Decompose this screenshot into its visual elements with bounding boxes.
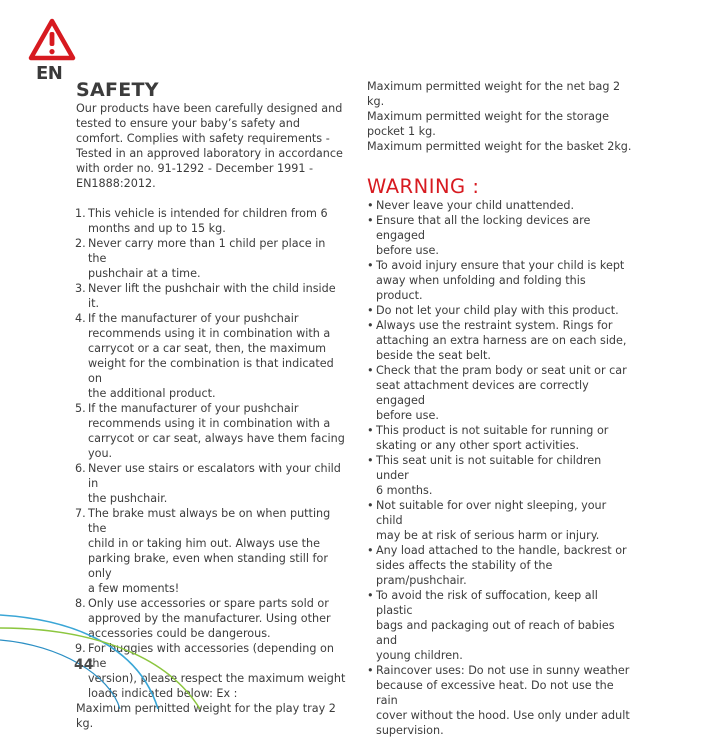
- list-marker: 5.: [75, 402, 86, 415]
- list-item-line: bags and packaging out of reach of babies and: [376, 619, 615, 647]
- list-marker: •: [367, 544, 374, 557]
- list-marker: 6.: [75, 462, 86, 475]
- safety-heading: SAFETY: [76, 79, 159, 101]
- weights-right: [367, 79, 635, 154]
- list-item-line: For buggies with accessories (depending on the: [88, 642, 334, 670]
- list-item-line: Always use the restraint system. Rings for: [376, 319, 613, 332]
- weight-line: Maximum permitted weight for the storage: [367, 110, 610, 123]
- list-item-line: Check that the pram body or seat unit or car: [376, 364, 627, 377]
- list-item-line: version), please respect the maximum weight: [88, 672, 346, 685]
- list-item-line: away when unfolding and folding this product.: [376, 274, 586, 302]
- list-marker: •: [367, 664, 374, 677]
- list-item: [76, 281, 346, 311]
- list-item: [367, 423, 635, 453]
- list-item-line: Never carry more than 1 child per place in the: [88, 237, 326, 265]
- list-marker: 7.: [75, 507, 86, 520]
- decorative-swooshes: [0, 600, 715, 709]
- list-item-line: cover without the hood. Use only under adult: [376, 709, 630, 722]
- list-item-line: This seat unit is not suitable for children under: [376, 454, 602, 482]
- weight-line: Maximum permitted weight for the basket 2kg.: [367, 140, 632, 153]
- list-item-line: before use.: [376, 409, 439, 422]
- list-marker: •: [367, 214, 374, 227]
- list-marker: 2.: [75, 237, 86, 250]
- list-marker: 4.: [75, 312, 86, 325]
- list-item: [76, 236, 346, 281]
- list-item-line: This product is not suitable for running or: [376, 424, 609, 437]
- list-item-line: attaching an extra harness are on each side,: [376, 334, 627, 347]
- list-marker: •: [367, 499, 374, 512]
- list-item-line: To avoid the risk of suffocation, keep all plastic: [376, 589, 598, 617]
- list-item-line: skating or any other sport activities.: [376, 439, 580, 452]
- list-item-line: recommends using it in combination with a: [88, 417, 331, 430]
- list-item: [76, 206, 346, 236]
- list-marker: •: [367, 199, 374, 212]
- list-marker: 9.: [75, 642, 86, 655]
- list-item-line: the pushchair.: [88, 492, 168, 505]
- weight-line: Maximum permitted weight for the play tray 2 kg.: [76, 702, 336, 730]
- list-item-line: Never use stairs or escalators with your child in: [88, 462, 341, 490]
- weight-line: Maximum permitted weight for the net bag 2 kg.: [367, 80, 621, 108]
- list-item-line: Not suitable for over night sleeping, your child: [376, 499, 607, 527]
- list-item-line: because of excessive heat. Do not use the rain: [376, 679, 614, 707]
- safety-intro: Our products have been carefully designed and tested to ensure your baby’s safety and comfort. Complies with safety requirements - Tested in an approved laboratory in accordance with order no. 91-1292 - December 1991 - EN1888:2012.: [76, 102, 343, 190]
- list-item-line: This vehicle is intended for children from 6: [88, 207, 328, 220]
- list-item-line: Only use accessories or spare parts sold or: [88, 597, 329, 610]
- list-marker: •: [367, 319, 374, 332]
- list-marker: 3.: [75, 282, 86, 295]
- list-marker: •: [367, 589, 374, 602]
- list-item-line: If the manufacturer of your pushchair: [88, 312, 299, 325]
- list-item-line: If the manufacturer of your pushchair: [88, 402, 299, 415]
- list-item: [367, 198, 635, 213]
- list-item-line: Ensure that all the locking devices are engaged: [376, 214, 591, 242]
- weight-line: pocket 1 kg.: [367, 125, 436, 138]
- list-item-line: loads indicated below: Ex :: [88, 687, 238, 700]
- list-item-line: months and up to 15 kg.: [88, 222, 226, 235]
- list-item: [367, 453, 635, 498]
- list-item: [367, 258, 635, 303]
- list-marker: •: [367, 304, 374, 317]
- list-item-line: 6 months.: [376, 484, 433, 497]
- list-marker: 8.: [75, 597, 86, 610]
- list-item-line: The brake must always be on when putting the: [88, 507, 331, 535]
- list-item-line: before use.: [376, 244, 439, 257]
- list-marker: 1.: [75, 207, 86, 220]
- list-item-line: may be at risk of serious harm or injury.: [376, 529, 600, 542]
- list-item-line: you.: [88, 447, 113, 460]
- list-marker: •: [367, 364, 374, 377]
- list-item-line: the additional product.: [88, 387, 216, 400]
- list-item-line: pushchair at a time.: [88, 267, 201, 280]
- list-item: [367, 498, 635, 543]
- list-item-line: a few moments!: [88, 582, 180, 595]
- list-item-line: beside the seat belt.: [376, 349, 491, 362]
- list-item-line: child in or taking him out. Always use the: [88, 537, 321, 550]
- list-item: [76, 461, 346, 506]
- list-item-line: To avoid injury ensure that your child is kept: [376, 259, 625, 272]
- list-item: [367, 543, 635, 588]
- list-marker: •: [367, 259, 374, 272]
- list-item-line: Never lift the pushchair with the child inside it.: [88, 282, 336, 310]
- list-item-line: sides affects the stability of the pram/pushchair.: [376, 559, 553, 587]
- list-item-line: supervision.: [376, 724, 444, 737]
- warning-triangle-icon: [28, 18, 76, 62]
- list-item-line: seat attachment devices are correctly engaged: [376, 379, 589, 407]
- list-item-line: weight for the combination is that indicated on: [88, 357, 334, 385]
- list-item-line: Do not let your child play with this product.: [376, 304, 619, 317]
- list-item: [367, 318, 635, 363]
- list-item-line: approved by the manufacturer. Using other: [88, 612, 331, 625]
- list-item: [367, 213, 635, 258]
- language-label: EN: [36, 63, 63, 84]
- list-item: [76, 506, 346, 596]
- list-item-line: accessories could be dangerous.: [88, 627, 271, 640]
- list-item-line: Any load attached to the handle, backrest or: [376, 544, 627, 557]
- list-item-line: parking brake, even when standing still for only: [88, 552, 328, 580]
- list-item-line: Never leave your child unattended.: [376, 199, 575, 212]
- list-item-line: carrycot or a car seat, then, the maximum: [88, 342, 327, 355]
- list-item: [367, 363, 635, 423]
- list-item: [76, 401, 346, 461]
- list-marker: •: [367, 454, 374, 467]
- list-item: [367, 303, 635, 318]
- list-item-line: young children.: [376, 649, 463, 662]
- list-item-line: recommends using it in combination with a: [88, 327, 331, 340]
- list-marker: •: [367, 424, 374, 437]
- page-number: 44: [74, 657, 94, 673]
- warning-heading: WARNING :: [367, 175, 480, 198]
- list-item-line: Raincover uses: Do not use in sunny weather: [376, 664, 630, 677]
- list-item: [76, 311, 346, 401]
- list-item-line: carrycot or car seat, always have them facing: [88, 432, 345, 445]
